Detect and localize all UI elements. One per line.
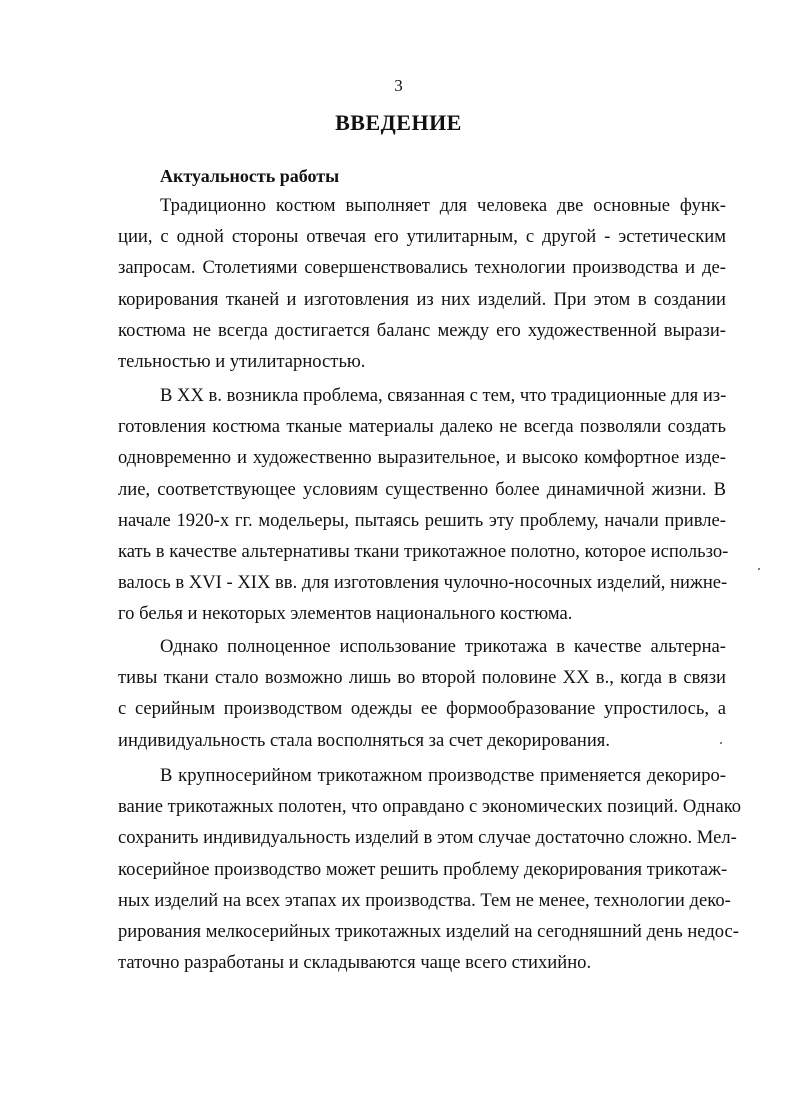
paragraph-line: ных изделий на всех этапах их производства. Тем не менее, технологии деко-	[118, 889, 731, 911]
paragraph-3	[118, 631, 726, 756]
page-title: ВВЕДЕНИЕ	[335, 110, 462, 135]
paragraph-2	[118, 380, 729, 630]
paragraph-4	[118, 760, 742, 978]
paragraph-line: корирования тканей и изготовления из них изделий. При этом в создании	[118, 288, 726, 310]
paragraph-line: тельностью и утилитарностью.	[118, 350, 366, 372]
page-number: 3	[394, 76, 403, 95]
paragraph-line: кать в качестве альтернативы ткани трикотажное полотно, которое использо-	[118, 540, 729, 562]
paragraph-line: одновременно и художественно выразительное, и высоко комфортное изде-	[118, 447, 726, 469]
paragraph-line: костюма не всегда достигается баланс между его художественной вырази-	[118, 319, 726, 341]
paragraph-line: В крупносерийном трикотажном производстве применяется декориро-	[160, 765, 726, 786]
paragraph-line: с серийным производством одежды ее формообразование упростилось, а	[118, 698, 726, 720]
paragraph-line: сохранить индивидуальность изделий в этом случае достаточно сложно. Мел-	[118, 827, 737, 849]
paragraph-line: индивидуальность стала восполняться за счет декорирования.	[118, 729, 610, 751]
paragraph-line: ции, с одной стороны отвечая его утилитарным, с другой - эстетическим	[118, 226, 726, 248]
paragraph-line: тивы ткани стало возможно лишь во второй половине XX в., когда в связи	[118, 667, 726, 689]
scan-speck	[758, 568, 760, 570]
paragraph-line: Однако полноценное использование трикотажа в качестве альтерна-	[160, 636, 726, 657]
section-heading: Актуальность работы	[160, 166, 340, 186]
paragraph-line: го белья и некоторых элементов национального костюма.	[118, 603, 573, 625]
paragraph-1	[118, 190, 726, 377]
scan-speck	[720, 742, 722, 744]
paragraph-line: начале 1920-х гг. модельеры, пытаясь решить эту проблему, начали привле-	[118, 509, 726, 531]
paragraph-line: запросам. Столетиями совершенствовались технологии производства и де-	[118, 257, 726, 279]
paragraph-line: таточно разработаны и складываются чаще всего стихийно.	[118, 952, 592, 974]
paragraph-line: В XX в. возникла проблема, связанная с тем, что традиционные для из-	[160, 385, 727, 406]
paragraph-line: рирования мелкосерийных трикотажных изделий на сегодняшний день недос-	[118, 920, 739, 942]
paragraph-line: готовления костюма тканые материалы далеко не всегда позволяли создать	[118, 416, 726, 438]
paragraph-line: валось в XVI - XIX вв. для изготовления чулочно-носочных изделий, нижне-	[118, 572, 728, 594]
paragraph-line: вание трикотажных полотен, что оправдано с экономических позиций. Однако	[118, 796, 742, 818]
paragraph-line: косерийное производство может решить проблему декорирования трикотаж-	[118, 858, 728, 880]
paragraph-line: Традиционно костюм выполняет для человека две основные функ-	[160, 195, 726, 216]
paragraph-line: лие, соответствующее условиям существенно более динамичной жизни. В	[118, 478, 726, 500]
